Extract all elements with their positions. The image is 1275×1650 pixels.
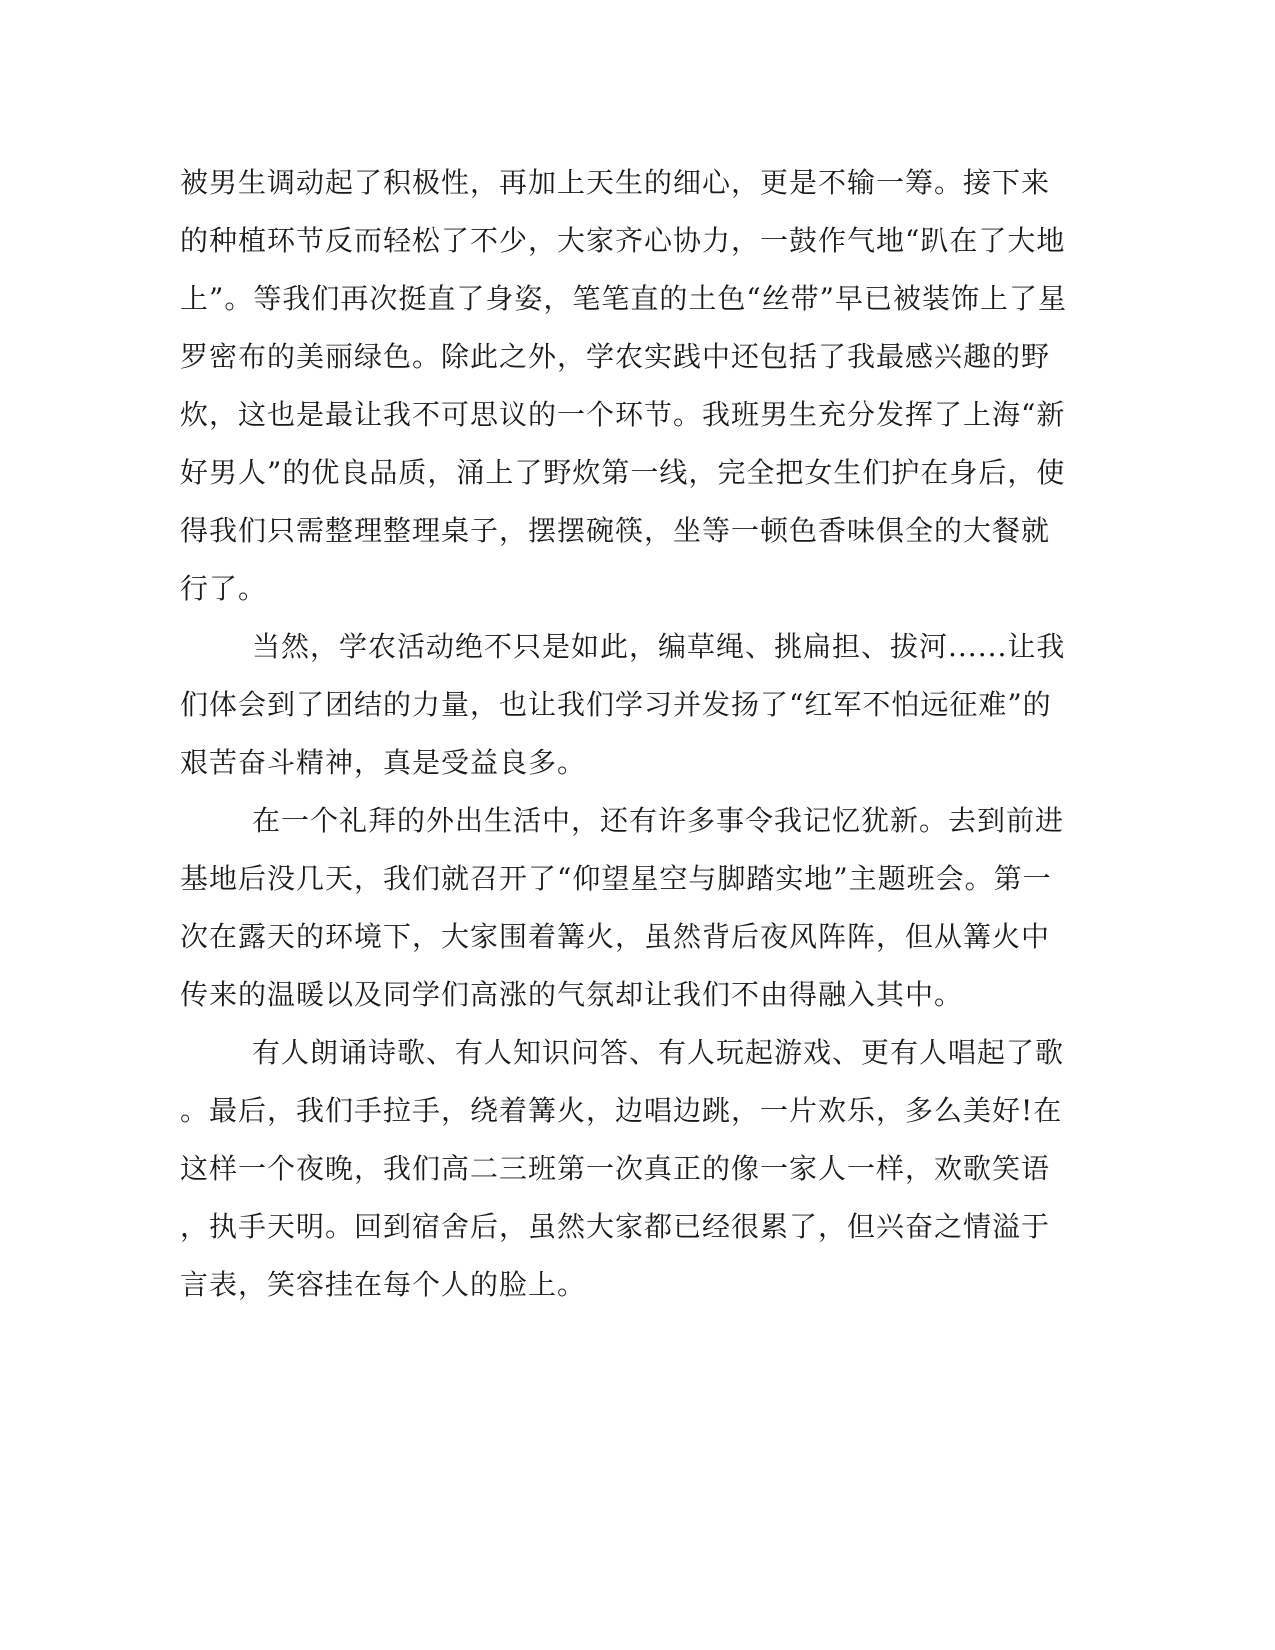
paragraph-2-line-3: 艰苦奋斗精神，真是受益良多。	[180, 746, 587, 779]
paragraph-1-line-6: 好男人”的优良品质，涌上了野炊第一线，完全把女生们护在身后，使	[180, 456, 1066, 489]
paragraph-4-line-4: ，执手天明。回到宿舍后，虽然大家都已经很累了，但兴奋之情溢于	[180, 1210, 1051, 1243]
paragraph-3-line-4: 传来的温暖以及同学们高涨的气氛却让我们不由得融入其中。	[180, 978, 964, 1011]
paragraph-1-line-4: 罗密布的美丽绿色。除此之外，学农实践中还包括了我最感兴趣的野	[180, 340, 1051, 373]
paragraph-1-line-8: 行了。	[180, 572, 268, 605]
paragraph-1-line-5: 炊，这也是最让我不可思议的一个环节。我班男生充分发挥了上海“新	[180, 398, 1066, 431]
paragraph-3-line-3: 次在露天的环境下，大家围着篝火，虽然背后夜风阵阵，但从篝火中	[180, 920, 1051, 953]
paragraph-3-line-1: 在一个礼拜的外出生活中，还有许多事令我记忆犹新。去到前进	[252, 804, 1065, 837]
paragraph-2-line-2: 们体会到了团结的力量，也让我们学习并发扬了“红军不怕远征难”的	[180, 688, 1052, 721]
paragraph-1-line-7: 得我们只需整理整理桌子，摆摆碗筷，坐等一顿色香味俱全的大餐就	[180, 514, 1051, 547]
paragraph-4-line-5: 言表，笑容挂在每个人的脸上。	[180, 1268, 587, 1301]
paragraph-4-line-2: 。最后，我们手拉手，绕着篝火，边唱边跳，一片欢乐，多么美好!在	[180, 1094, 1063, 1127]
paragraph-4-line-1: 有人朗诵诗歌、有人知识问答、有人玩起游戏、更有人唱起了歌	[252, 1036, 1065, 1069]
body-text	[180, 154, 1067, 1314]
paragraph-1-line-2: 的种植环节反而轻松了不少，大家齐心协力，一鼓作气地“趴在了大地	[180, 224, 1066, 257]
paragraph-1-line-1: 被男生调动起了积极性，再加上天生的细心，更是不输一筹。接下来	[180, 166, 1051, 199]
paragraph-4-line-3: 这样一个夜晚，我们高二三班第一次真正的像一家人一样，欢歌笑语	[180, 1152, 1051, 1185]
paragraph-1-line-3: 上”。等我们再次挺直了身姿，笔笔直的土色“丝带”早已被装饰上了星	[180, 282, 1067, 315]
paragraph-3-line-2: 基地后没几天，我们就召开了“仰望星空与脚踏实地”主题班会。第一	[180, 862, 1052, 895]
paragraph-2-line-1: 当然，学农活动绝不只是如此，编草绳、挑扁担、拔河......让我	[252, 630, 1066, 663]
